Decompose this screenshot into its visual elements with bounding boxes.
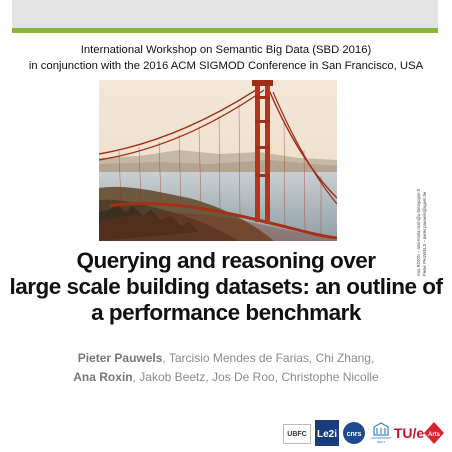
svg-text:Le2i: Le2i bbox=[316, 429, 338, 440]
contact-roxin: Ana ROXIN – ana-maria.roxin@u-bourgogne.fr bbox=[416, 188, 421, 276]
le2i-logo bbox=[315, 420, 339, 446]
ugent-logo: UNIVERSITEIT GENT bbox=[369, 420, 393, 446]
workshop-line-2: in conjunction with the 2016 ACM SIGMOD Conference in San Francisco, USA bbox=[28, 60, 424, 72]
golden-gate-photo bbox=[99, 80, 337, 241]
author-lead-1: Pieter Pauwels bbox=[77, 351, 163, 365]
svg-text:Arts: Arts bbox=[427, 432, 441, 438]
ubfc-logo: UBFC bbox=[283, 424, 311, 444]
partner-logos bbox=[283, 418, 445, 448]
contact-pauwels: Pieter PAUWELS – pieter.pauwels@ugent.be bbox=[422, 191, 427, 276]
author-rest-2: , Jakob Beetz, Jos De Roo, Christophe Nicolle bbox=[132, 370, 379, 384]
workshop-header bbox=[0, 42, 452, 74]
svg-text:cnrs: cnrs bbox=[346, 431, 362, 438]
accent-line bbox=[12, 28, 438, 33]
title-line-3: a performance benchmark bbox=[91, 300, 361, 325]
author-rest-1: , Tarcisio Mendes de Farias, Chi Zhang, bbox=[162, 351, 375, 365]
title-line-2: large scale building datasets: an outline of bbox=[9, 274, 443, 299]
author-list bbox=[0, 349, 452, 387]
cnrs-logo bbox=[342, 420, 366, 446]
author-line-2 bbox=[0, 368, 452, 387]
workshop-line-1: International Workshop on Semantic Big Data (SBD 2016) bbox=[80, 44, 372, 56]
author-lead-2: Ana Roxin bbox=[73, 370, 133, 384]
author-line-1 bbox=[0, 349, 452, 368]
tue-logo: TU/e bbox=[393, 425, 425, 441]
title-line-1: Querying and reasoning over bbox=[76, 248, 376, 273]
presentation-title bbox=[0, 248, 452, 326]
arts-logo bbox=[423, 421, 445, 445]
header-bar bbox=[12, 0, 438, 33]
